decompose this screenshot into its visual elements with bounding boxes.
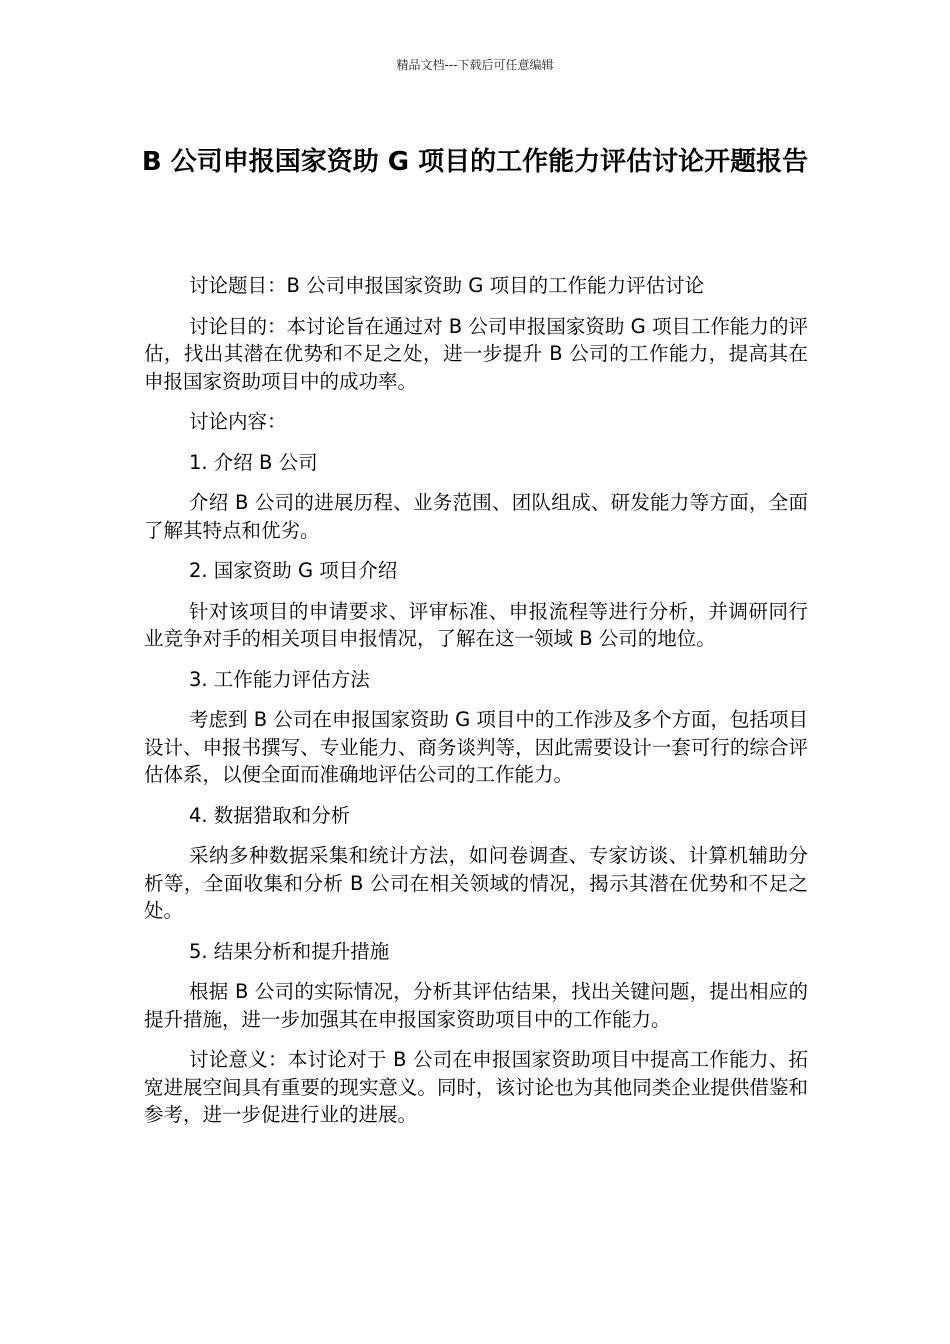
purpose-paragraph: 讨论目的：本讨论旨在通过对 B 公司申报国家资助 G 项目工作能力的评估，找出其潜在优势和不足之处，进一步提升 B 公司的工作能力，提高其在申报国家资助项目中的成功率。 (144, 314, 808, 393)
section-heading-3: 3. 工作能力评估方法 (189, 667, 370, 691)
section-heading-1: 1. 介绍 B 公司 (189, 450, 318, 474)
section-paragraph-3: 考虑到 B 公司在申报国家资助 G 项目中的工作涉及多个方面，包括项目设计、申报书撰写、专业能力、商务谈判等，因此需要设计一套可行的综合评估体系，以便全面而准确地评估公司的工作能力。 (144, 708, 808, 786)
section-paragraph-2: 针对该项目的申请要求、评审标准、申报流程等进行分析，并调研同行业竞争对手的相关项目申报情况，了解在这一领域 B 公司的地位。 (144, 599, 808, 650)
topic-paragraph: 讨论题目：B 公司申报国家资助 G 项目的工作能力评估讨论 (189, 274, 705, 297)
document-body (144, 272, 808, 1142)
content-heading: 讨论内容： (189, 410, 287, 433)
section-paragraph-5: 根据 B 公司的实际情况，分析其评估结果，找出关键问题，提出相应的提升措施，进一步加强其在申报国家资助项目中的工作能力。 (144, 980, 808, 1031)
page-header: 精品文档---下载后可任意编辑 (396, 58, 554, 72)
significance-paragraph: 讨论意义：本讨论对于 B 公司在申报国家资助项目中提高工作能力、拓宽进展空间具有重要的现实意义。同时，该讨论也为其他同类企业提供借鉴和参考，进一步促进行业的进展。 (144, 1048, 808, 1126)
section-paragraph-1: 介绍 B 公司的进展历程、业务范围、团队组成、研发能力等方面，全面了解其特点和优劣。 (144, 491, 808, 542)
section-heading-4: 4. 数据猎取和分析 (189, 803, 351, 827)
section-heading-2: 2. 国家资助 G 项目介绍 (189, 559, 398, 582)
section-heading-5: 5. 结果分析和提升措施 (189, 939, 390, 963)
section-paragraph-4: 采纳多种数据采集和统计方法，如问卷调查、专家访谈、计算机辅助分析等，全面收集和分析 B 公司在相关领域的情况，揭示其潜在优势和不足之处。 (144, 844, 808, 922)
document-title: B 公司申报国家资助 G 项目的工作能力评估讨论开题报告 (141, 147, 809, 177)
